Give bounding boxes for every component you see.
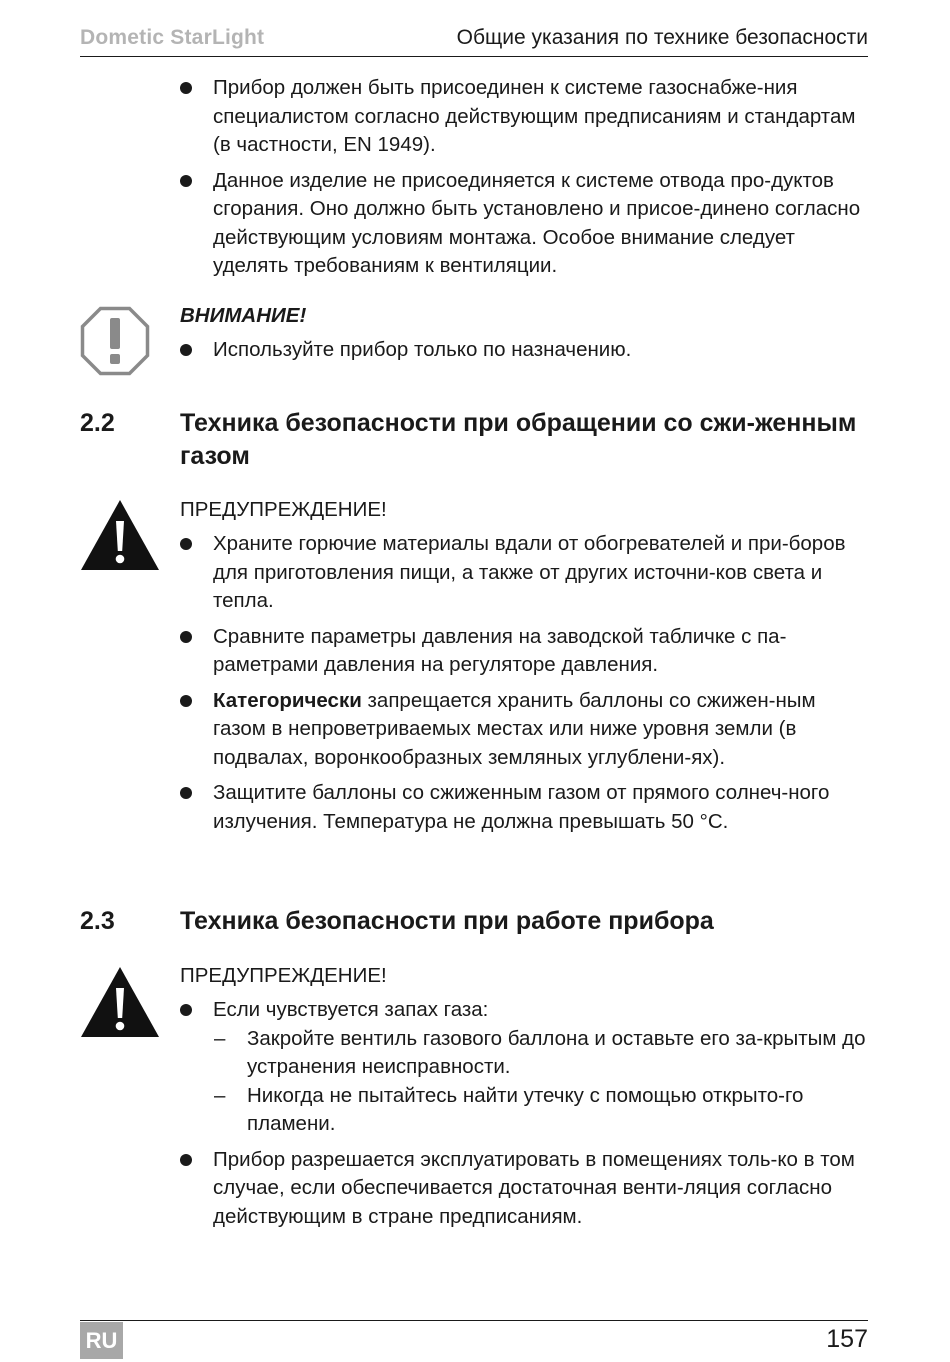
list-item <box>180 530 870 616</box>
language-badge: RU <box>80 1322 123 1359</box>
sub-list-item: – Никогда не пытайтесь найти утечку с помощью открыто-го пламени. <box>213 1082 870 1139</box>
octagon-exclamation-icon <box>80 306 150 376</box>
page-number: 157 <box>826 1325 868 1353</box>
list-item-text: запрещается хранить баллоны со сжижен-ным газом в непроветриваемых местах или ниже уровня земли (в подвалах, воронкообразных земляных углублени-ях). <box>213 688 816 769</box>
sub-list-item: – Закройте вентиль газового баллона и оставьте его за-крытым до устранения неисправности. <box>213 1025 870 1082</box>
warning-title: ПРЕДУПРЕЖДЕНИЕ! <box>180 498 387 521</box>
warning-title: ПРЕДУПРЕЖДЕНИЕ! <box>180 964 387 987</box>
warning-triangle-icon <box>80 966 160 1038</box>
list-item-text: Защитите баллоны со сжиженным газом от прямого солнеч-ного излучения. Температура не должна превышать 50 °C. <box>213 781 830 833</box>
page-header <box>80 24 868 57</box>
list-item: Прибор разрешается эксплуатировать в помещениях толь-ко в том случае, если обеспечивается достаточная венти-ляция согласно действующим в стране предписаниям. <box>180 1146 870 1232</box>
brand-name: Dometic StarLight <box>80 26 265 49</box>
list-item: Данное изделие не присоединяется к системе отвода про-дуктов сгорания. Оно должно быть установлено и присое-динено согласно действующим условиям монтажа. Особое внимание следует уделять требованиям к вентиляции. <box>180 167 870 281</box>
sub-list <box>213 1025 870 1139</box>
list-item-text: Храните горючие материалы вдали от обогревателей и при-боров для приготовления пищи, а также от других источни-ков света и тепла. <box>213 532 846 612</box>
section-number: 2.2 <box>80 409 115 437</box>
warning-notice <box>180 496 870 843</box>
list-item <box>180 623 870 680</box>
footer-divider <box>80 1320 868 1321</box>
emphasis-text: Категорически <box>213 688 362 712</box>
chapter-title: Общие указания по технике безопасности <box>456 26 868 49</box>
warning-triangle-icon <box>80 499 160 571</box>
section-number: 2.3 <box>80 907 115 935</box>
section-title: Техника безопасности при работе прибора <box>180 907 714 935</box>
list-item <box>180 996 870 1139</box>
list-item <box>180 687 870 773</box>
list-item: Прибор должен быть присоединен к системе газоснабже-ния специалистом согласно действующим предписаниям и стандартам (в частности, EN 1949). <box>180 74 870 160</box>
list-item: Используйте прибор только по назначению. <box>180 336 870 365</box>
caution-notice <box>180 302 870 372</box>
list-item-text: Сравните параметры давления на заводской табличке с па-раметрами давления на регуляторе давления. <box>213 624 787 676</box>
caution-title: ВНИМАНИЕ! <box>180 304 307 327</box>
list-item-text: Если чувствуется запах газа: <box>213 998 489 1021</box>
section-title: Техника безопасности при обращении со сжи-женным газом <box>180 409 857 470</box>
warning-notice <box>180 962 870 1238</box>
list-item <box>180 779 870 836</box>
intro-bullets <box>180 74 870 288</box>
